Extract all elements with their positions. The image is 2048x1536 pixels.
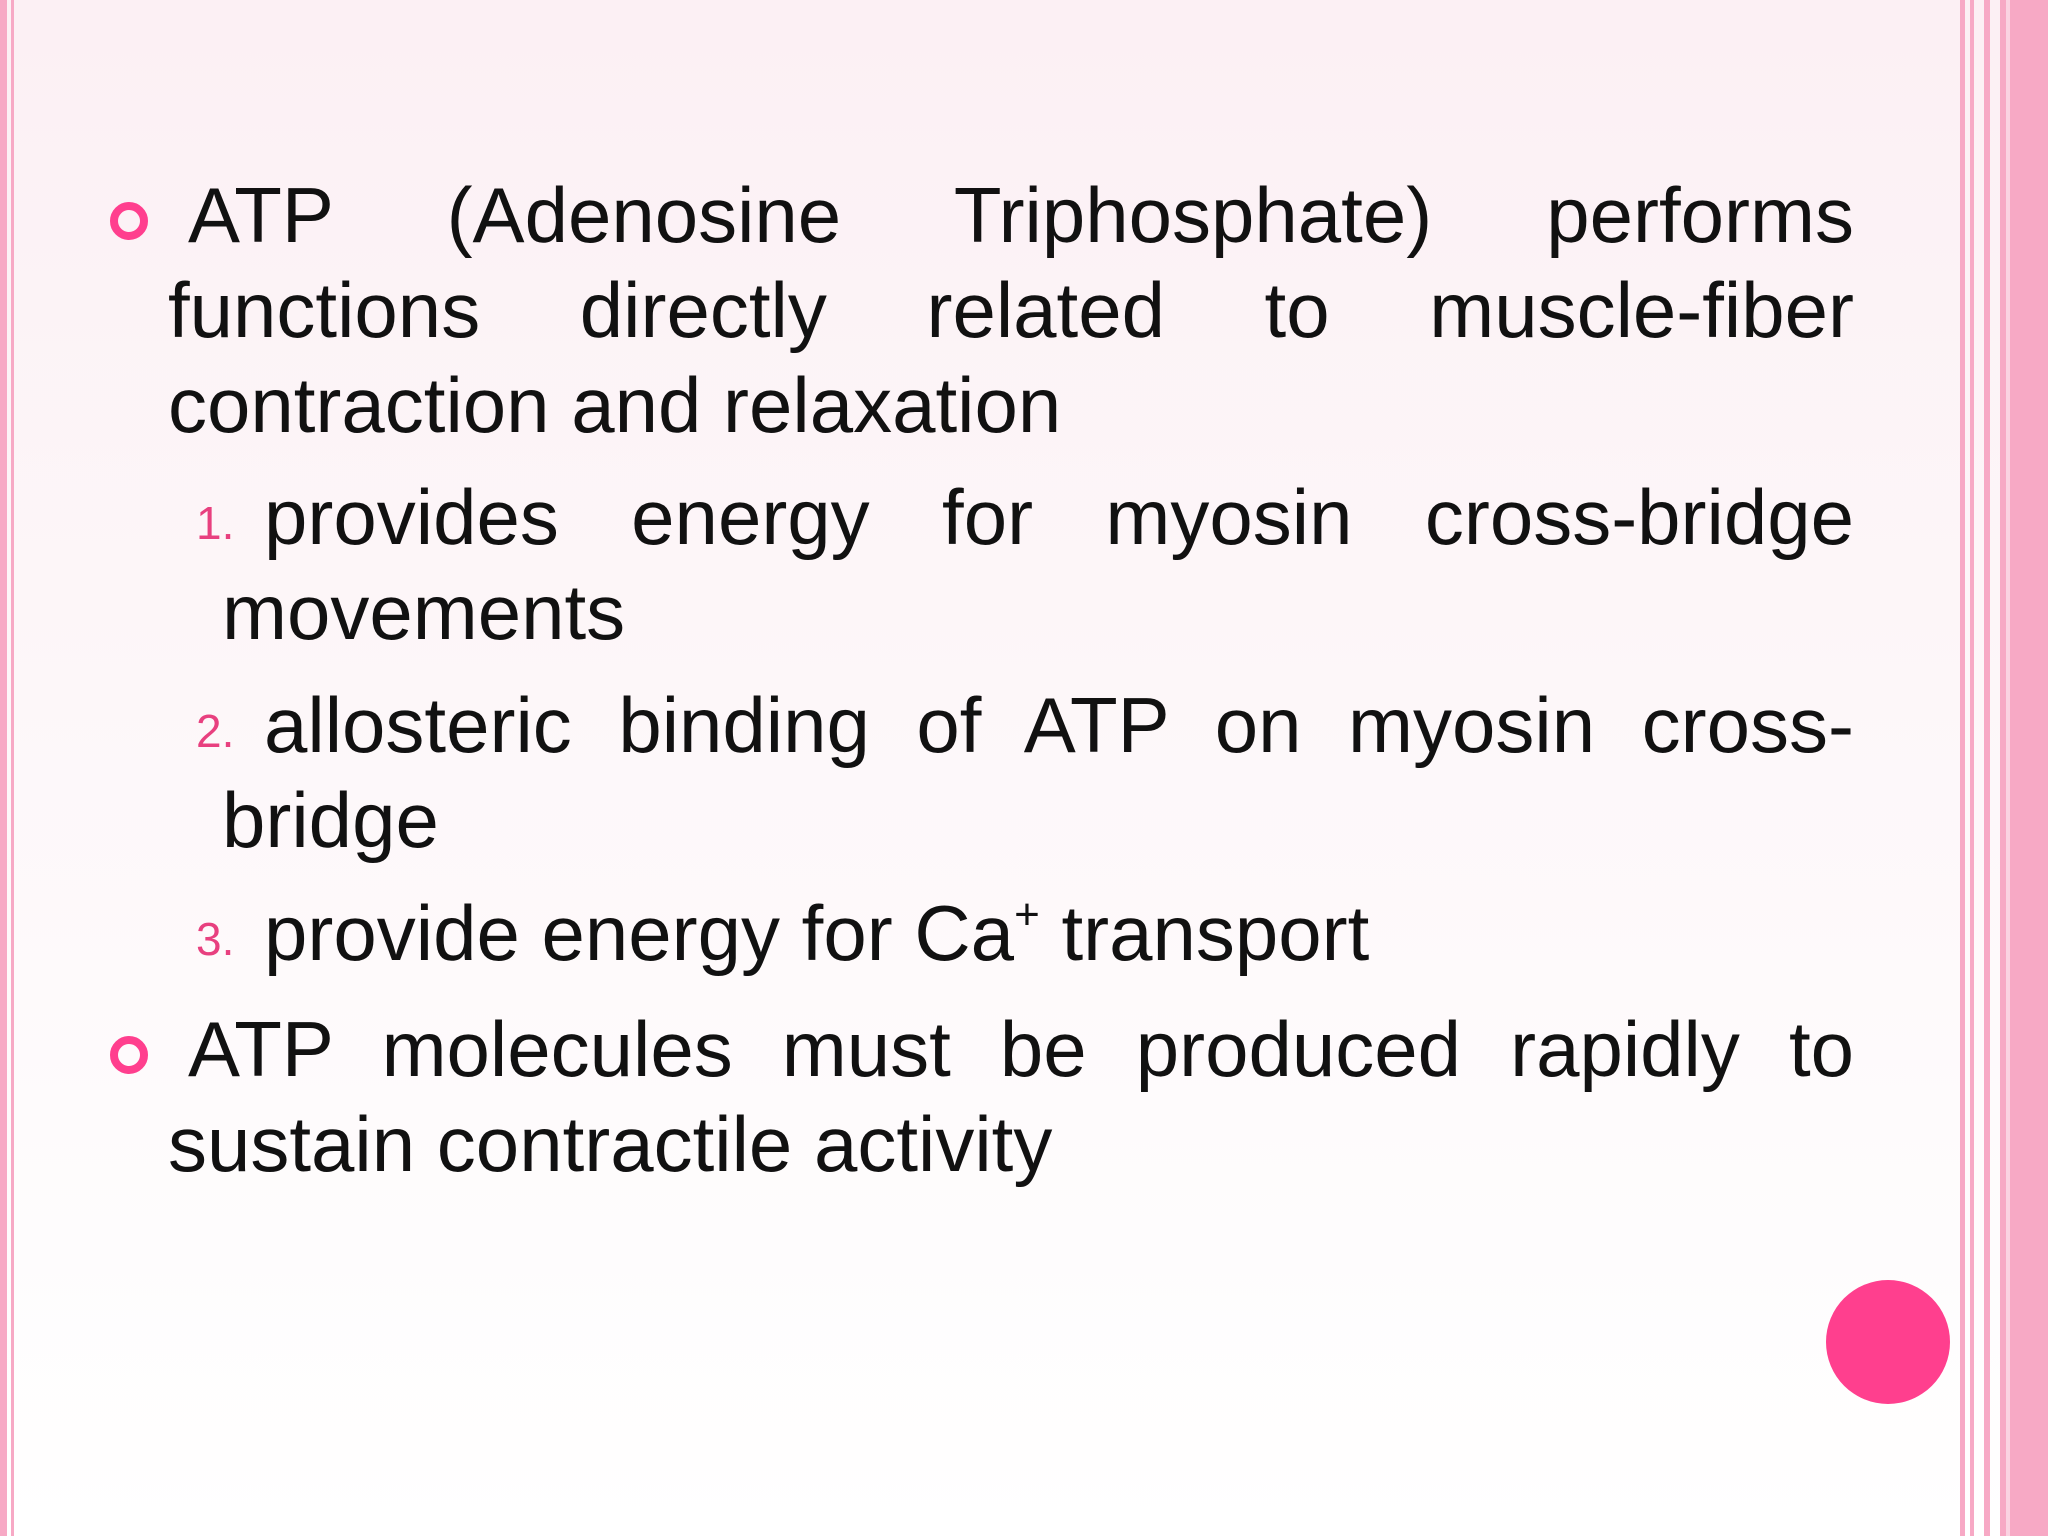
superscript-plus: + (1014, 890, 1040, 939)
list-number: 3. (196, 913, 235, 965)
numbered-item (222, 470, 1854, 660)
bullet-text: ATP molecules must be produced rapidly to sustain contractile activity (168, 1005, 1854, 1188)
bullet-item (168, 1002, 1854, 1192)
ring-bullet-icon (110, 202, 148, 240)
numbered-item-text: provides energy for myosin cross-bridge movements (222, 473, 1854, 656)
numbered-item (222, 678, 1854, 868)
list-number: 2. (196, 705, 235, 757)
numbered-item-text: provide energy for Ca (264, 889, 1015, 977)
numbered-item-text-tail: transport (1039, 889, 1370, 977)
bullet-text: ATP (Adenosine Triphosphate) performs functions directly related to muscle-fiber contraction and relaxation (168, 171, 1854, 449)
numbered-item-text: allosteric binding of ATP on myosin cross-bridge (222, 681, 1854, 864)
bullet-item (168, 168, 1854, 453)
ring-bullet-icon (110, 1036, 148, 1074)
numbered-item (264, 886, 1854, 981)
list-number: 1. (196, 497, 235, 549)
